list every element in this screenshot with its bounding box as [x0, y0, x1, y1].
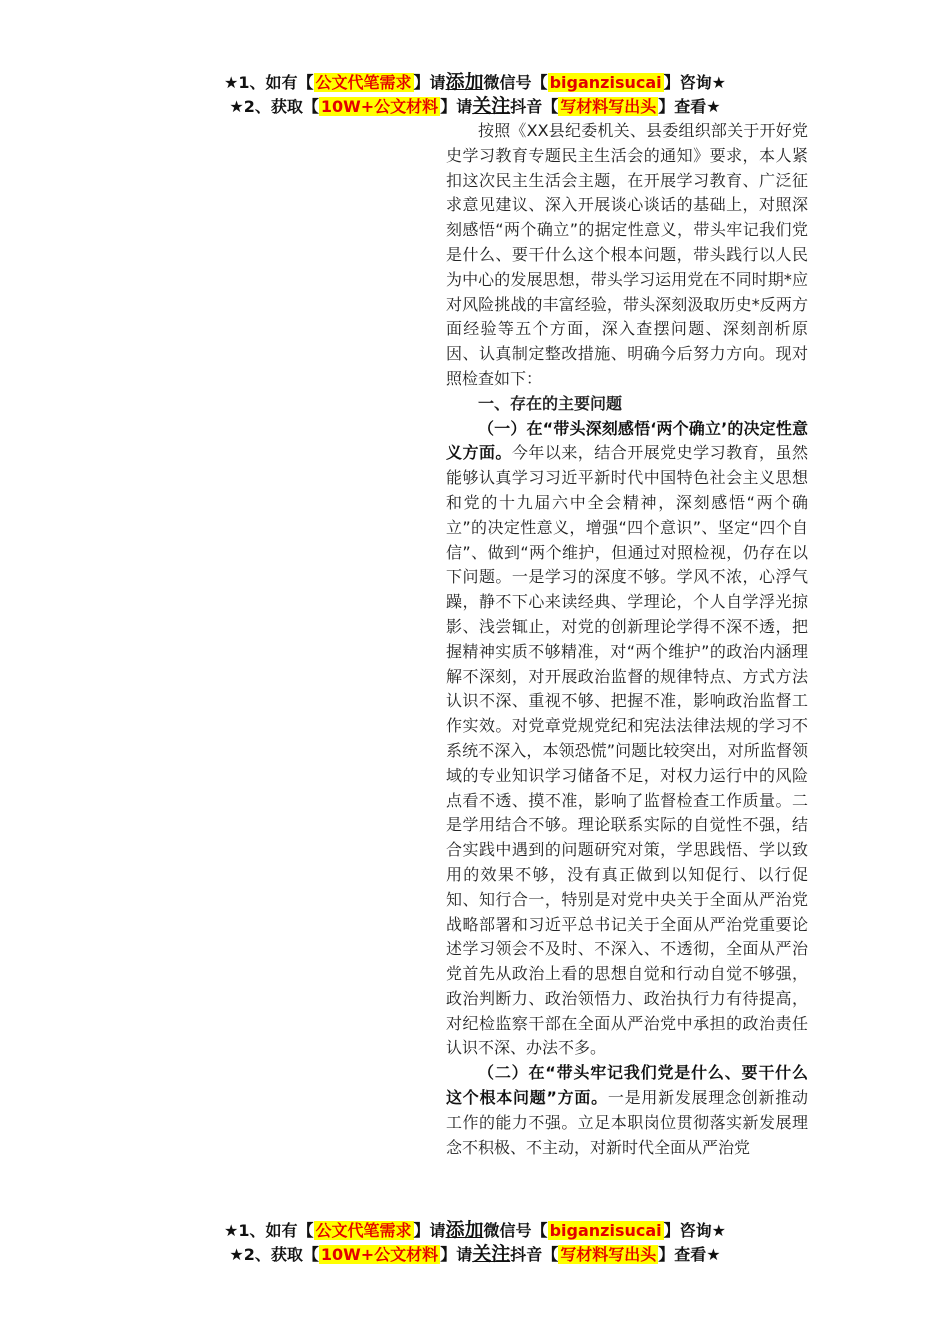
- banner-text: 】请: [413, 1221, 446, 1240]
- highlight-wechat-id: biganzisucai: [549, 73, 662, 92]
- banner-text: ★1、如有【: [224, 1221, 314, 1240]
- subsection-lead: （二）在“带头牢记我们党是什么、要干什么这个根本问题”方面。: [446, 1063, 808, 1108]
- subsection-lead: （一）在“带头深刻感悟‘两个确立’的决定性意义方面。: [446, 418, 808, 463]
- banner-text: 微信号【: [483, 73, 548, 92]
- banner-text: 】请: [440, 97, 473, 116]
- highlight-materials: 10W+公文材料: [320, 97, 439, 116]
- banner-emphasis: 关注: [472, 95, 511, 117]
- banner-emphasis: 添加: [445, 71, 484, 93]
- banner-text: 】查看★: [658, 1245, 721, 1264]
- banner-emphasis: 关注: [472, 1243, 511, 1265]
- bottom-banner-line-2: [0, 1242, 950, 1267]
- banner-text: ★1、如有【: [224, 73, 314, 92]
- banner-text: 】请: [413, 73, 446, 92]
- top-banner-line-2: [0, 94, 950, 119]
- intro-paragraph: 按照《XX县纪委机关、县委组织部关于开好党史学习教育专题民主生活会的通知》要求，本人紧扣这次民主生活会主题，在开展学习教育、广泛征求意见建议、深入开展谈心谈话的基础上，对照深刻感悟“两个确立”的据定性意义，带头牢记我们党是什么、要干什么这个根本问题，带头践行以人民为中心的发展思想，带头学习运用党在不同时期*应对风险挑战的丰富经验，带头深刻汲取历史*反两方面经验等五个方面，深入查摆问题、深刻剖析原因、认真制定整改措施、明确今后努力方向。现对照检查如下：: [446, 121, 808, 388]
- banner-text: 抖音【: [510, 1245, 559, 1264]
- banner-text: 微信号【: [483, 1221, 548, 1240]
- highlight-materials: 10W+公文材料: [320, 1245, 439, 1264]
- banner-emphasis: 添加: [445, 1219, 484, 1241]
- paragraph-body: 一是用新发展理念创新推动工作的能力不强。立足本职岗位贯彻落实新发展理念不积极、不主动，对新时代全面从严治党: [446, 1088, 808, 1157]
- paragraph-body: 今年以来，结合开展党史学习教育，虽然能够认真学习习近平新时代中国特色社会主义思想和党的十九届六中全会精神，深刻感悟“两个确立”的决定性意义，增强“四个意识”、坚定“四个自信”、做到“两个维护，但通过对照检视，仍存在以下问题。一是学习的深度不够。学风不浓，心浮气躁，静不下心来读经典、学理论，个人自学浮光掠影、浅尝辄止，对党的创新理论学得不深不透，把握精神实质不够精准，对“两个维护”的政治内涵理解不深刻，对开展政治监督的规律特点、方式方法认识不深、重视不够、把握不准，影响政治监督工作实效。对党章党规党纪和宪法法律法规的学习不系统不深入，本领恐慌”问题比较突出，对所监督领域的专业知识学习储备不足，对权力运行中的风险点看不透、摸不准，影响了监督检查工作质量。二是学用结合不够。理论联系实际的自觉性不强，结合实践中遇到的问题研究对策，学思践悟、学以致用的效果不够，没有真正做到以知促行、以行促知、知行合一，特别是对党中央关于全面从严治党战略部署和习近平总书记关于全面从严治党重要论述学习领会不及时、不深入、不透彻，全面从严治党首先从政治上看的思想自觉和行动自觉不够强，政治判断力、政治领悟力、政治执行力有待提高，对纪检监察干部在全面从严治党中承担的政治责任认识不深、办法不多。: [446, 443, 808, 1058]
- banner-text: 】咨询★: [663, 73, 726, 92]
- banner-text: ★2、获取【: [229, 97, 319, 116]
- banner-text: 抖音【: [510, 97, 559, 116]
- highlight-service: 公文代笔需求: [315, 73, 412, 92]
- highlight-douyin-account: 写材料写出头: [560, 1245, 657, 1264]
- document-body: [446, 119, 808, 1160]
- section-paragraph-2: [446, 1061, 808, 1160]
- highlight-douyin-account: 写材料写出头: [560, 97, 657, 116]
- banner-text: ★2、获取【: [229, 1245, 319, 1264]
- section-heading: 一、存在的主要问题: [478, 393, 623, 413]
- highlight-wechat-id: biganzisucai: [549, 1221, 662, 1240]
- bottom-banner-line-1: [0, 1218, 950, 1243]
- section-paragraph-1: [446, 417, 808, 1062]
- banner-text: 】咨询★: [663, 1221, 726, 1240]
- banner-text: 】查看★: [658, 97, 721, 116]
- highlight-service: 公文代笔需求: [315, 1221, 412, 1240]
- banner-text: 】请: [440, 1245, 473, 1264]
- top-banner-line-1: [0, 70, 950, 95]
